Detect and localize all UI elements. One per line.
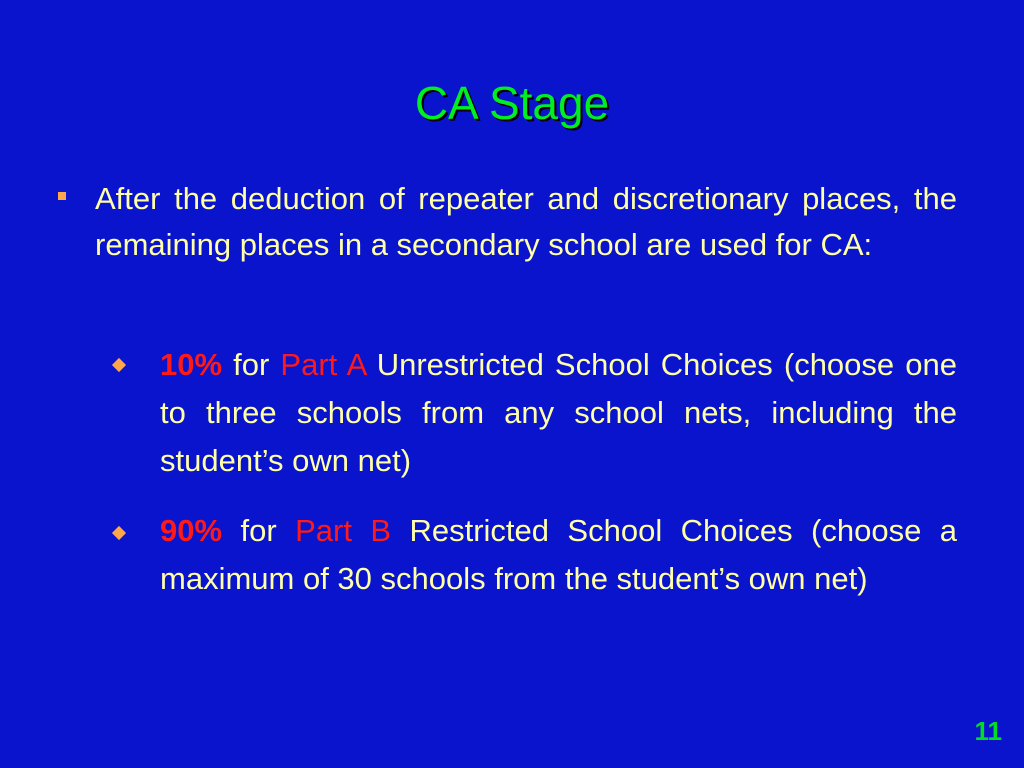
connector-part-a: for	[233, 347, 270, 382]
slide-title: CA Stage	[414, 77, 610, 129]
square-bullet-icon	[58, 192, 66, 200]
percentage-part-a: 10%	[160, 347, 223, 382]
page-number: 11	[974, 716, 1002, 746]
connector-part-b: for	[240, 513, 277, 548]
diamond-bullet-icon	[112, 526, 126, 540]
description-part-a: Unrestricted School Choices (choose one to three schools from any school nets, including the student’s own net)	[160, 347, 957, 478]
diamond-bullet-icon	[112, 358, 126, 372]
percentage-part-b: 90%	[160, 513, 223, 548]
part-label-b: Part B	[295, 513, 392, 548]
main-bullet-text: After the deduction of repeater and discretionary places, the remaining places in a secondary school are used for CA:	[95, 181, 957, 262]
description-part-b: Restricted School Choices (choose a maximum of 30 schools from the student’s own net)	[160, 513, 957, 596]
sub-bullet-part-a	[160, 341, 957, 485]
part-label-a: Part A	[280, 347, 366, 382]
sub-bullet-part-b	[160, 507, 957, 603]
